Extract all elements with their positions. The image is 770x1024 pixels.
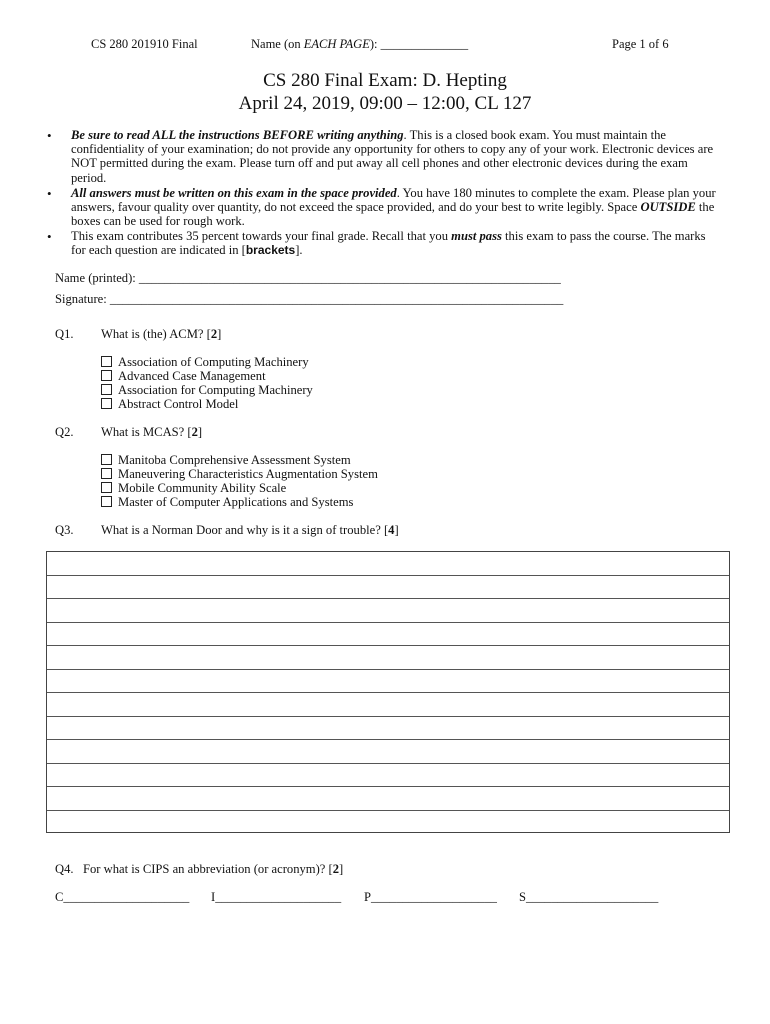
q4-blank-s[interactable]: S_____________________ xyxy=(519,890,659,904)
name-printed-field[interactable]: Name (printed): ___________________________________________________________________ xyxy=(55,271,561,285)
q2-option-2[interactable]: Maneuvering Characteristics Augmentation System xyxy=(101,467,378,482)
exam-date-location: April 24, 2019, 09:00 – 12:00, CL 127 xyxy=(238,93,532,114)
checkbox-icon[interactable] xyxy=(101,468,112,479)
name-header-field: Name (on EACH PAGE): ______________ xyxy=(251,37,469,51)
q4-blank-c[interactable]: C____________________ xyxy=(55,890,190,904)
q3-answer-box[interactable] xyxy=(46,551,730,833)
q2-text: What is MCAS? [2] xyxy=(101,425,203,439)
q4-blank-p[interactable]: P____________________ xyxy=(364,890,497,904)
answer-line[interactable] xyxy=(47,740,729,764)
page-number: Page 1 of 6 xyxy=(612,37,669,51)
answer-line[interactable] xyxy=(47,623,729,647)
exam-course-code: CS 280 201910 Final xyxy=(91,37,198,51)
q2-option-1[interactable]: Manitoba Comprehensive Assessment System xyxy=(101,453,351,468)
checkbox-icon[interactable] xyxy=(101,370,112,381)
q4-question: Q4. For what is CIPS an abbreviation (or acronym)? [2] xyxy=(55,862,344,876)
checkbox-icon[interactable] xyxy=(101,496,112,507)
checkbox-icon[interactable] xyxy=(101,482,112,493)
q4-blank-i[interactable]: I____________________ xyxy=(211,890,342,904)
q3-number: Q3. xyxy=(55,523,74,537)
q2-option-4[interactable]: Master of Computer Applications and Systems xyxy=(101,495,353,510)
q1-option-3[interactable]: Association for Computing Machinery xyxy=(101,383,313,398)
answer-line[interactable] xyxy=(47,811,729,835)
signature-field[interactable]: Signature: ________________________________________________________________________ xyxy=(55,292,564,306)
answer-line[interactable] xyxy=(47,670,729,694)
instruction-2: All answers must be written on this exam in the space provided. You have 180 minutes to complete the exam. Please plan your answers, favour quality over quantity, do not exceed the space provided, and do your best to write legibly. Space OUTSIDE the boxes can be used for rough work. xyxy=(71,186,716,229)
checkbox-icon[interactable] xyxy=(101,384,112,395)
q3-text: What is a Norman Door and why is it a sign of trouble? [4] xyxy=(101,523,399,537)
instruction-1: Be sure to read ALL the instructions BEFORE writing anything. This is a closed book exam. You must maintain the confidentiality of your examination; do not provide any opportunity for others to copy any of your work. Electronic devices are NOT permitted during the exam. Please turn off and put away all cell phones and other electronic devices during the exam period. xyxy=(71,128,714,185)
q1-text: What is (the) ACM? [2] xyxy=(101,327,222,341)
checkbox-icon[interactable] xyxy=(101,454,112,465)
q1-option-2[interactable]: Advanced Case Management xyxy=(101,369,266,384)
answer-line[interactable] xyxy=(47,693,729,717)
checkbox-icon[interactable] xyxy=(101,398,112,409)
q1-option-1[interactable]: Association of Computing Machinery xyxy=(101,355,309,370)
answer-line[interactable] xyxy=(47,764,729,788)
exam-title: CS 280 Final Exam: D. Hepting xyxy=(263,70,507,91)
q1-option-4[interactable]: Abstract Control Model xyxy=(101,397,238,412)
q1-number: Q1. xyxy=(55,327,74,341)
bullet: • xyxy=(47,186,52,201)
bullet: • xyxy=(47,128,52,143)
answer-line[interactable] xyxy=(47,599,729,623)
answer-line[interactable] xyxy=(47,646,729,670)
checkbox-icon[interactable] xyxy=(101,356,112,367)
instruction-3: This exam contributes 35 percent towards your final grade. Recall that you must pass this exam to pass the course. The marks for each question are indicated in [brackets]. xyxy=(71,229,706,258)
answer-line[interactable] xyxy=(47,552,729,576)
bullet: • xyxy=(47,229,52,244)
q2-option-3[interactable]: Mobile Community Ability Scale xyxy=(101,481,286,496)
answer-line[interactable] xyxy=(47,576,729,600)
answer-line[interactable] xyxy=(47,787,729,811)
q2-number: Q2. xyxy=(55,425,74,439)
answer-line[interactable] xyxy=(47,717,729,741)
